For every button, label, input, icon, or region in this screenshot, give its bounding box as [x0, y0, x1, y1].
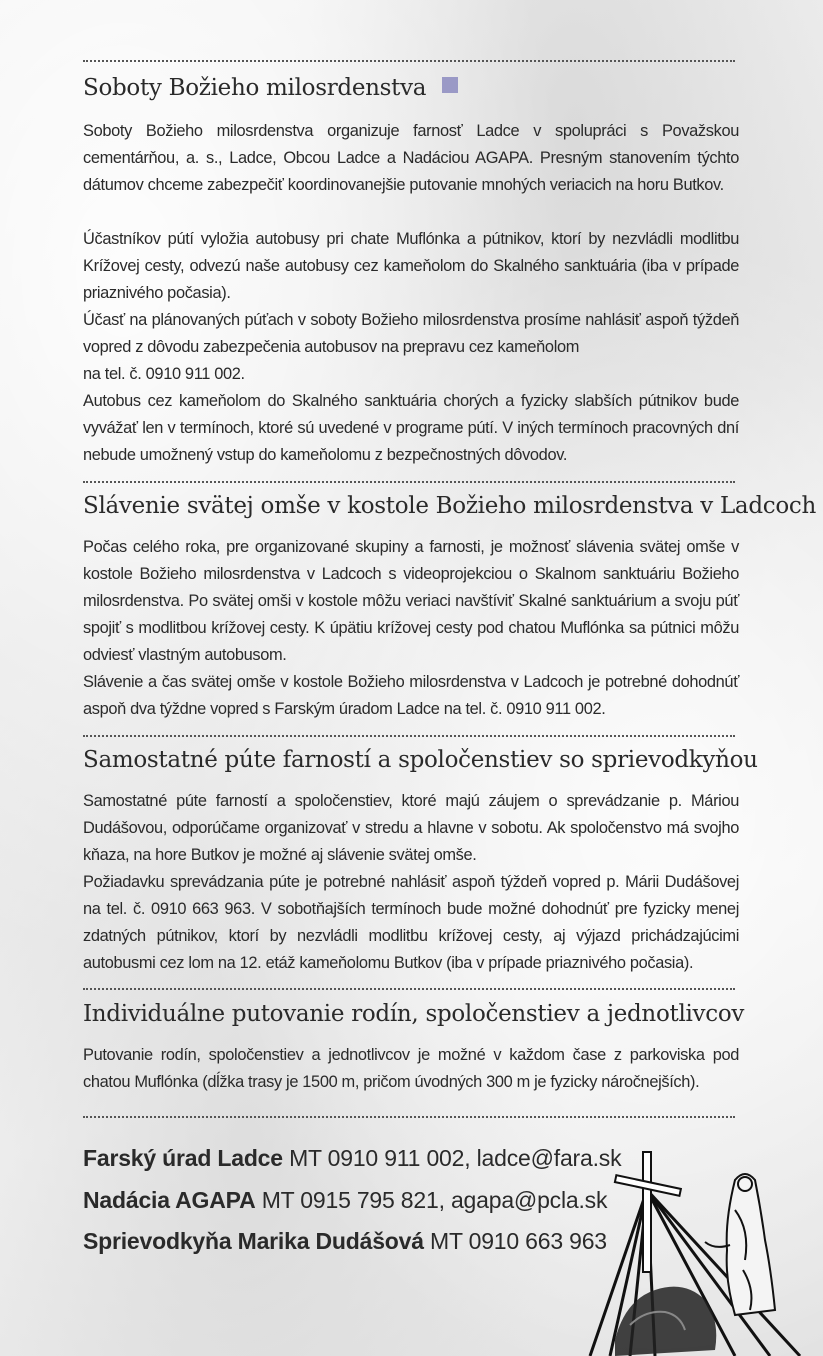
- paragraph: Putovanie rodín, spoločenstiev a jednotlivcov je možné v každom čase z parkoviska pod chatou Muflónka (dĺžka trasy je 1500 m, pričom úvodných 300 m je fyzicky náročnejších).: [83, 1046, 739, 1091]
- contact-details: MT 0910 911 002, ladce@fara.sk: [282, 1145, 622, 1171]
- paragraph: Účastníkov pútí vyložia autobusy pri chate Muflónka a pútnikov, ktorí by nezvládli modlitbu Krížovej cesty, odvezú naše autobusy cez kameňolom do Skalného sanktuária (iba v prípade priaznivého počasia).: [83, 230, 739, 302]
- dotted-divider: [83, 1116, 735, 1118]
- contact-name: Nadácia AGAPA: [83, 1187, 256, 1213]
- paragraph: Slávenie a čas svätej omše v kostole Božieho milosrdenstva v Ladcoch je potrebné dohodnúť aspoň dva týždne vopred s Farským úradom Ladce na tel. č. 0910 911 002.: [83, 673, 739, 718]
- paragraph: Samostatné púte farností a spoločenstiev, ktoré majú záujem o sprevádzanie p. Máriou Dudášovou, odporúčame organizovať v stredu a hlavne v sobotu. Ak spoločenstvo má svojho kňaza, na hore Butkov je možné aj slávenie svätej omše.: [83, 792, 739, 864]
- section-heading: [83, 75, 458, 101]
- paragraph: Autobus cez kameňolom do Skalného sanktuária chorých a fyzicky slabších pútnikov bude vyvážať len v termínoch, ktoré sú uvedené v programe pútí. V iných termínoch pracovných dní nebude umožnený vstup do kameňolomu z bezpečnostných dôvodov.: [83, 392, 739, 464]
- section-heading: Individuálne putovanie rodín, spoločenstiev a jednotlivcov: [83, 1001, 745, 1027]
- paragraph: Účasť na plánovaných púťach v soboty Božieho milosrdenstva prosíme nahlásiť aspoň týždeň vopred z dôvodu zabezpečenia autobusov na prepravu cez kameňolom: [83, 311, 739, 356]
- contact-details: MT 0915 795 821, agapa@pcla.sk: [255, 1187, 608, 1213]
- contact-line-parish: [83, 1145, 621, 1172]
- dotted-divider: [83, 735, 735, 737]
- dotted-divider: [83, 60, 735, 62]
- contact-line-foundation: [83, 1187, 607, 1214]
- paragraph: Počas celého roka, pre organizované skupiny a farnosti, je možnosť slávenia svätej omše v kostole Božieho milosrdenstva v Ladcoch s videoprojekciou o Skalnom sanktuáriu Božieho milosrdenstva. Po svätej omši v kostole môžu veriaci navštíviť Skalné sanktuárium a svoju púť spojiť s modlitbou krížovej cesty. K úpätiu krížovej cesty pod chatou Muflónka sa pútnici môžu odviesť vlastným autobusom.: [83, 538, 739, 664]
- paragraph: Soboty Božieho milosrdenstva organizuje farnosť Ladce v spolupráci s Považskou cementárňou, a. s., Ladce, Obcou Ladce a Nadáciou AGAPA. Presným stanovením týchto dátumov chceme zabezpečiť koordinovanejšie putovanie mnohých veriacich na horu Butkov.: [83, 122, 739, 194]
- section-heading-text: Soboty Božieho milosrdenstva: [83, 75, 427, 101]
- square-icon: [442, 77, 458, 93]
- cross-and-mary-illustration: [585, 1150, 823, 1356]
- mary-statue-icon: [705, 1174, 775, 1315]
- contact-name: Sprievodkyňa Marika Dudášová: [83, 1228, 424, 1254]
- contact-line-guide: [83, 1228, 607, 1255]
- contact-details: MT 0910 663 963: [423, 1228, 607, 1254]
- rock-icon: [615, 1287, 716, 1356]
- section-heading: Slávenie svätej omše v kostole Božieho milosrdenstva v Ladcoch: [83, 493, 816, 519]
- paragraph: Požiadavku sprevádzania púte je potrebné nahlásiť aspoň týždeň vopred p. Márii Dudášovej na tel. č. 0910 663 963. V sobotňajších termínoch bude možné dohodnúť pre fyzicky menej zdatných pútnikov, ktorí by nezvládli modlitbu krížovej cesty, aj výjazd prichádzajúcimi autobusmi cez lom na 12. etáž kameňolomu Butkov (iba v prípade priaznivého počasia).: [83, 873, 739, 972]
- paragraph: na tel. č. 0910 911 002.: [83, 365, 245, 383]
- contact-name: Farský úrad Ladce: [83, 1145, 283, 1171]
- section-heading: Samostatné púte farností a spoločenstiev so sprievodkyňou: [83, 747, 758, 773]
- dotted-divider: [83, 988, 735, 990]
- dotted-divider: [83, 481, 735, 483]
